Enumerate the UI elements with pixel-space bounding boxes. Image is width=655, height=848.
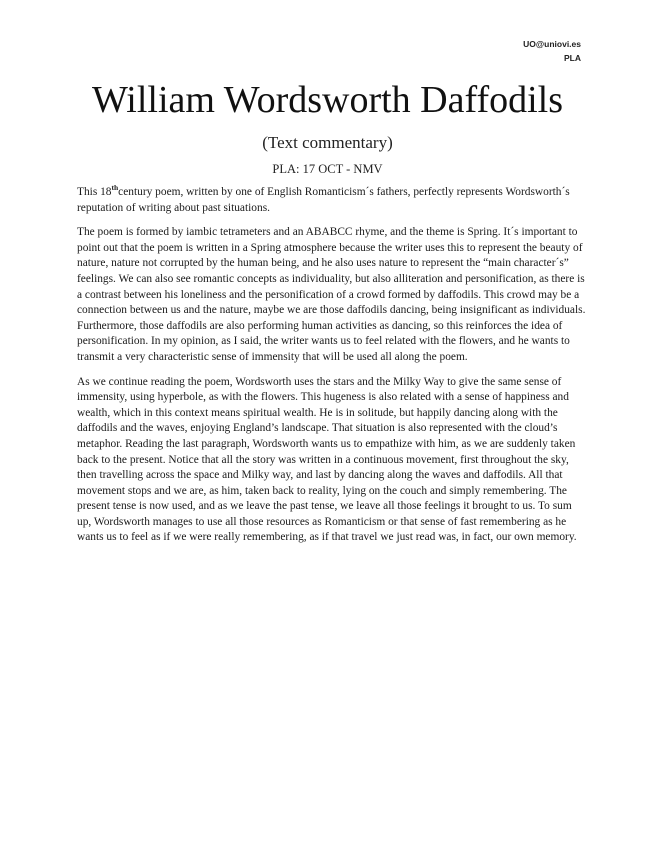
- paragraph-intro: [77, 185, 587, 216]
- paragraph-imagery: As we continue reading the poem, Wordsworth uses the stars and the Milky Way to give the same sense of immensity, using hyperbole, as with the flowers. This hugeness is also related with a sense of happiness and wealth, which in this context means spiritual wealth. He is in solitude, but happily dancing along with the daffodils and the waves, enjoying England’s landscape. That situation is also represented with the cloud’s metaphor. Reading the last paragraph, Wordsworth wants us to empathize with him, as we are suddenly taken back to the present. Notice that all the story was written in a continuous movement, first throughout the sky, then travelling across the space and Milky way, and last by dancing along the waves and daffodils. All that movement stops and we are, as him, taken back to reality, lying on the couch and simply remembering. The present tense is now used, and as we leave the past tense, we leave all those feelings it brought to us. To sum up, Wordsworth manages to use all those resources as Romanticism or that sense of fast remembering as he wants us to feel as if we were really remembering, as if that travel we just read was, in fact, our own memory.: [77, 375, 577, 544]
- header-info: [523, 37, 581, 65]
- course-code: PLA: [564, 53, 581, 63]
- document-subtitle: (Text commentary): [262, 133, 393, 152]
- ordinal-superscript: th: [111, 183, 119, 193]
- document-title: William Wordsworth Daffodils: [91, 79, 564, 121]
- document-dateline: PLA: 17 OCT - NMV: [272, 162, 383, 176]
- document-body: [77, 185, 587, 555]
- paragraph-intro-rest: century poem, written by one of English Romanticism´s fathers, perfectly represents Wordsworth´s reputation of writing about past situations.: [77, 186, 570, 214]
- paragraph-form-theme: The poem is formed by iambic tetrameters and an ABABCC rhyme, and the theme is Spring. It´s important to point out that the poem is written in a Spring atmosphere because the writer uses this to represent the beauty of nature, nature not corrupted by the human being, and he also uses nature to represent the “main character´s” feelings. We can also see romantic concepts as individuality, but also alliteration and personification, as there is a contrast between his loneliness and the personification of a crowd formed by daffodils. This crowd may be a connection between us and the nature, maybe we are those daffodils dancing, being insignificant as individuals. Furthermore, those daffodils are also performing human activities as dancing, so this reinforces the idea of personification. In my opinion, as I said, the writer wants us to feel related with the flowers, and he wants to transmit a very characteristic sense of immensity that will be used all along the poem.: [77, 226, 586, 363]
- author-email: UO@uniovi.es: [523, 39, 581, 49]
- paragraph-intro-start: This 18: [77, 186, 112, 198]
